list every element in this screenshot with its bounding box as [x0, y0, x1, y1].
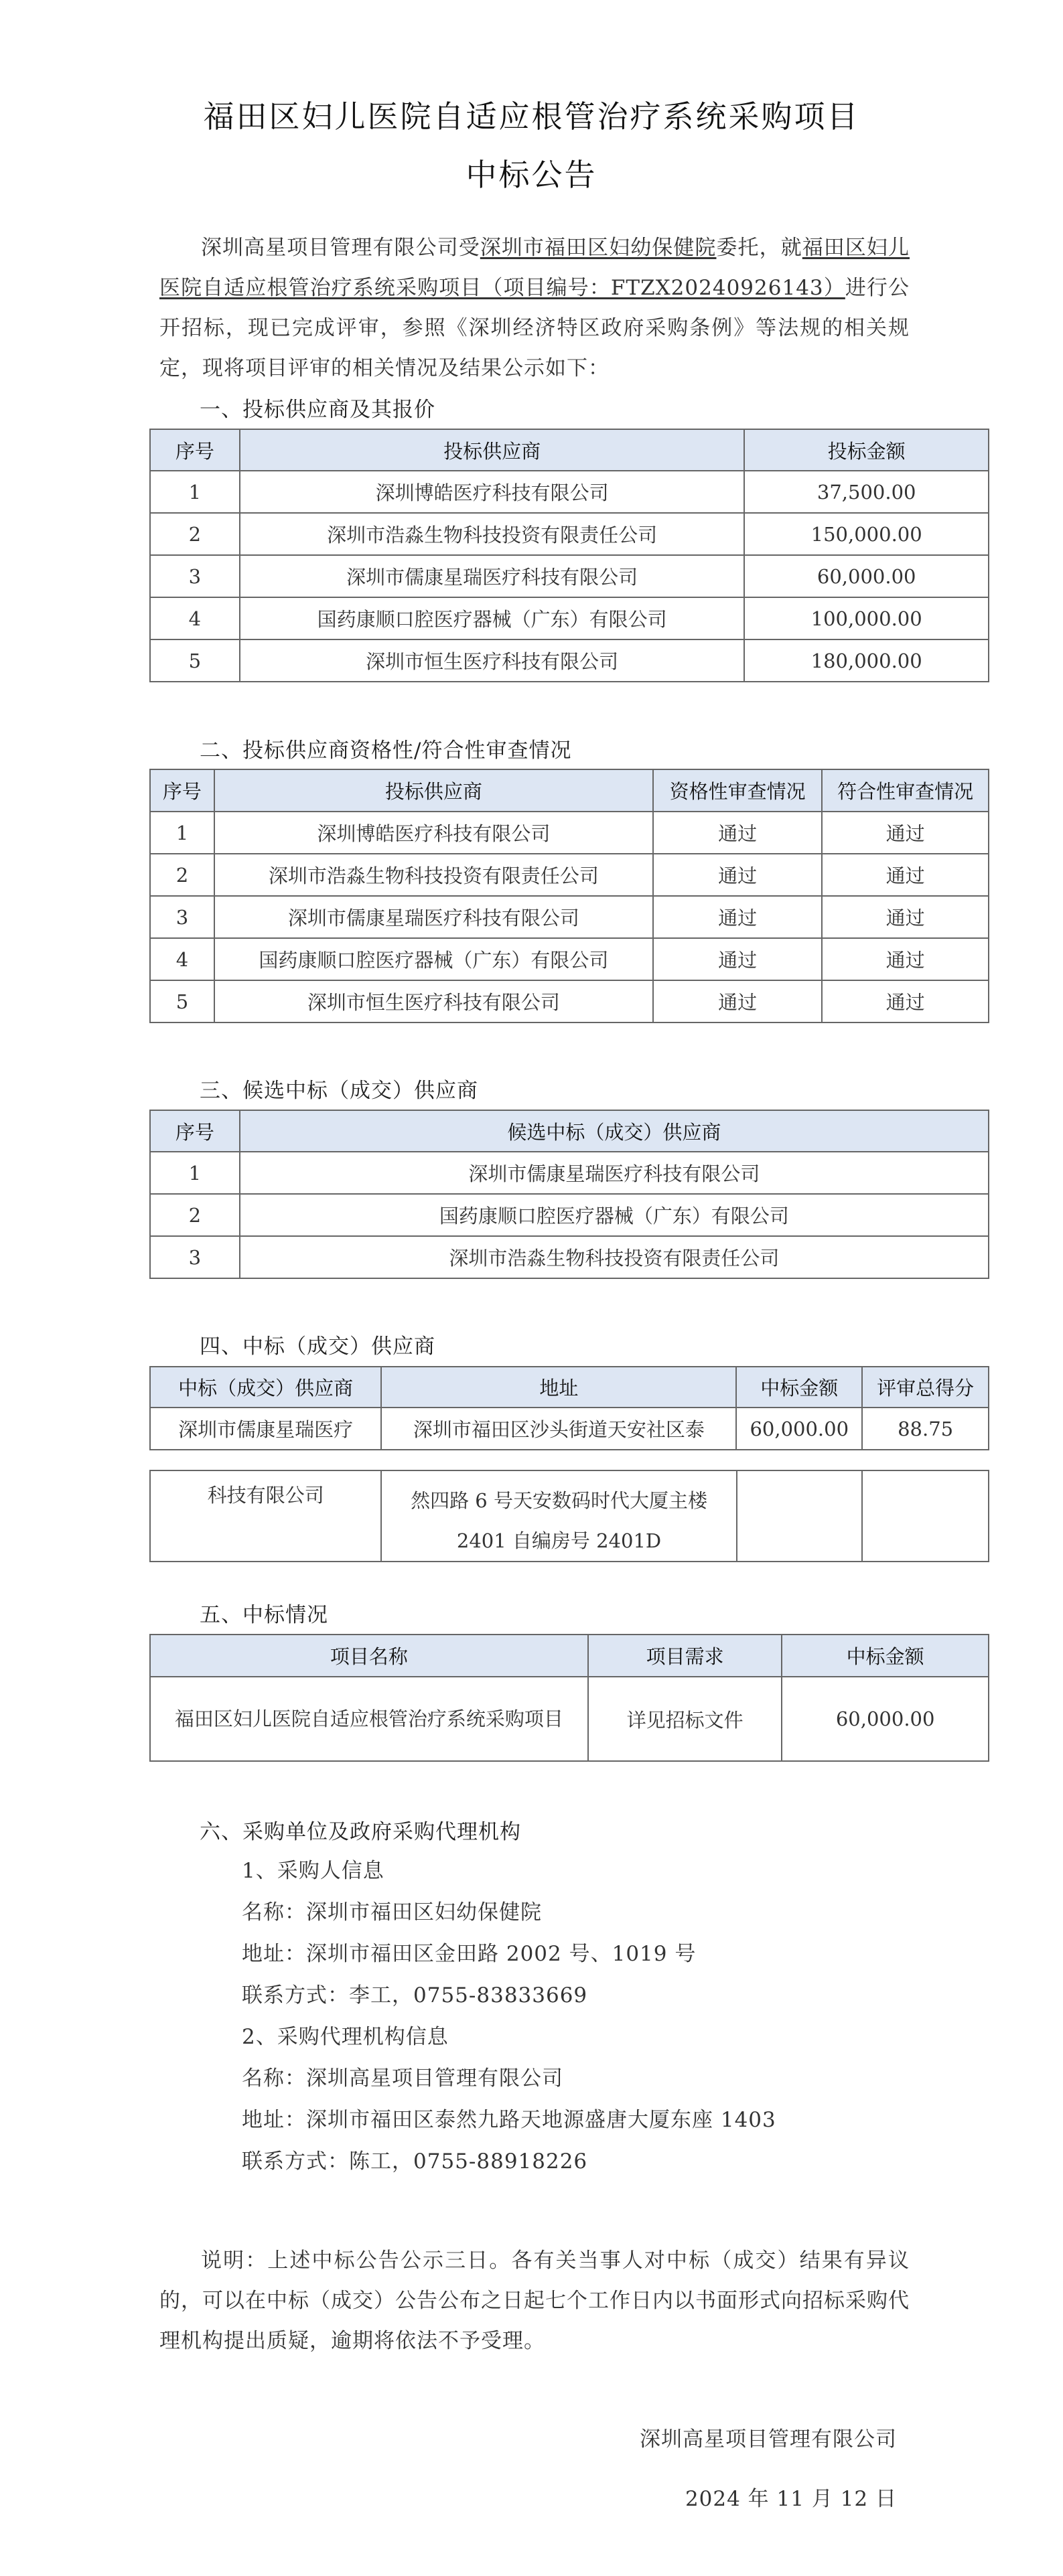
- table-cell: 180,000.00: [744, 639, 989, 682]
- table-cell: 37,500.00: [744, 471, 989, 513]
- table-row: [150, 513, 989, 555]
- column-header: 地址: [381, 1367, 736, 1408]
- table-row: [150, 471, 989, 513]
- table-row: [150, 1236, 989, 1278]
- column-header: 项目名称: [150, 1635, 588, 1677]
- table-cell: 100,000.00: [744, 597, 989, 639]
- table-cell: 深圳市恒生医疗科技有限公司: [214, 980, 653, 1022]
- table-row: [150, 896, 989, 938]
- table-cell: 通过: [822, 812, 989, 854]
- bids-table: [149, 429, 989, 682]
- purchaser-heading: 1、采购人信息: [242, 1859, 384, 1883]
- table-cell: 2: [150, 1194, 240, 1236]
- table-cell: 3: [150, 555, 240, 597]
- section2-title: 二、投标供应商资格性/符合性审查情况: [200, 739, 572, 763]
- intro-project: 福田区妇儿医院自适应根管治疗系统采购项目（项目编号：FTZX20240926143）: [159, 236, 910, 300]
- column-header: 候选中标（成交）供应商: [240, 1110, 989, 1152]
- table-cell: 60,000.00: [782, 1677, 989, 1761]
- column-header: 资格性审查情况: [653, 769, 823, 812]
- column-header: 评审总得分: [862, 1367, 989, 1408]
- table-row: [150, 938, 989, 980]
- table-cell: 国药康顺口腔医疗器械（广东）有限公司: [240, 1194, 989, 1236]
- table-cell: 福田区妇儿医院自适应根管治疗系统采购项目: [150, 1677, 588, 1761]
- table-cell: 60,000.00: [744, 555, 989, 597]
- table-row: [150, 639, 989, 682]
- table-cell: 1: [150, 471, 240, 513]
- column-header: 中标（成交）供应商: [150, 1367, 381, 1408]
- table-row: [150, 1470, 989, 1562]
- table-cell: [381, 1470, 736, 1562]
- table-cell: 深圳市福田区沙头街道天安社区泰: [381, 1408, 736, 1450]
- table-cell: 通过: [653, 812, 823, 854]
- table-cell: 通过: [822, 896, 989, 938]
- table-cell: 深圳市儒康星瑞医疗: [150, 1408, 381, 1450]
- table-row: [150, 1194, 989, 1236]
- section3-title: 三、候选中标（成交）供应商: [200, 1079, 478, 1103]
- table-row: [150, 1408, 989, 1450]
- intro-text-2: 委托，就: [716, 236, 802, 260]
- table-cell: 深圳市恒生医疗科技有限公司: [240, 639, 745, 682]
- notice-note: [159, 2241, 910, 2361]
- column-header: 序号: [150, 429, 240, 471]
- table-header-row: [150, 769, 989, 812]
- column-header: 序号: [150, 1110, 240, 1152]
- section4-title: 四、中标（成交）供应商: [200, 1335, 435, 1359]
- column-header: 序号: [150, 769, 214, 812]
- purchaser-address: 地址：深圳市福田区金田路 2002 号、1019 号: [242, 1942, 697, 1966]
- section5-title: 五、中标情况: [200, 1603, 328, 1627]
- table-cell: 深圳市儒康星瑞医疗科技有限公司: [214, 896, 653, 938]
- table-header-row: [150, 429, 989, 471]
- table-row: [150, 1677, 989, 1761]
- table-cell: 深圳市浩淼生物科技投资有限责任公司: [240, 513, 745, 555]
- table-cell: 国药康顺口腔医疗器械（广东）有限公司: [240, 597, 745, 639]
- table-cell: 通过: [653, 938, 823, 980]
- agency-heading: 2、采购代理机构信息: [242, 2025, 449, 2049]
- intro-text-3: 进行公开招标，现已完成评审，参照《深圳经济特区政府采购条例》等法规的相关规定，现将项目评审的相关情况及结果公示如下：: [159, 276, 910, 380]
- table-row: [150, 854, 989, 896]
- address-line: 2401 自编房号 2401D: [456, 1529, 662, 1552]
- winner-table-part1: [149, 1366, 989, 1450]
- table-row: [150, 980, 989, 1022]
- agency-contact: 联系方式：陈工，0755-88918226: [242, 2149, 588, 2174]
- purchaser-contact: 联系方式：李工，0755-83833669: [242, 1983, 588, 2007]
- table-header-row: [150, 1110, 989, 1152]
- table-cell: 深圳市浩淼生物科技投资有限责任公司: [214, 854, 653, 896]
- document-title: 福田区妇儿医院自适应根管治疗系统采购项目: [203, 98, 860, 135]
- table-cell: 深圳市儒康星瑞医疗科技有限公司: [240, 555, 745, 597]
- table-cell: 88.75: [862, 1408, 989, 1450]
- table-cell: 4: [150, 938, 214, 980]
- table-cell: [862, 1470, 989, 1562]
- column-header: 投标供应商: [240, 429, 745, 471]
- agency-name: 名称：深圳高星项目管理有限公司: [242, 2066, 563, 2091]
- note-text: 说明：上述中标公告公示三日。各有关当事人对中标（成交）结果有异议的，可以在中标（成交）公告公布之日起七个工作日内以书面形式向招标采购代理机构提出质疑，逾期将依法不予受理。: [159, 2249, 910, 2353]
- section6-title: 六、采购单位及政府采购代理机构: [200, 1820, 521, 1844]
- winner-table-part2: [149, 1470, 989, 1562]
- document-subtitle: 中标公告: [466, 157, 597, 193]
- table-cell: 4: [150, 597, 240, 639]
- table-cell: 通过: [653, 854, 823, 896]
- table-cell: 150,000.00: [744, 513, 989, 555]
- table-cell: 3: [150, 896, 214, 938]
- column-header: 符合性审查情况: [822, 769, 989, 812]
- column-header: 项目需求: [588, 1635, 782, 1677]
- signature-company: 深圳高星项目管理有限公司: [640, 2427, 897, 2451]
- intro-paragraph: [159, 228, 910, 388]
- table-cell: 5: [150, 639, 240, 682]
- award-table: [149, 1634, 989, 1762]
- table-row: [150, 812, 989, 854]
- table-header-row: [150, 1635, 989, 1677]
- table-cell: 通过: [653, 896, 823, 938]
- table-cell: 深圳博皓医疗科技有限公司: [214, 812, 653, 854]
- table-cell: 详见招标文件: [588, 1677, 782, 1761]
- table-cell: 通过: [822, 980, 989, 1022]
- intro-text-1: 深圳高星项目管理有限公司受: [201, 236, 480, 260]
- table-cell: 通过: [653, 980, 823, 1022]
- table-cell: 通过: [822, 938, 989, 980]
- review-table: [149, 769, 989, 1023]
- table-cell: 科技有限公司: [150, 1470, 381, 1562]
- table-row: [150, 597, 989, 639]
- table-row: [150, 555, 989, 597]
- intro-client: 深圳市福田区妇幼保健院: [480, 236, 717, 260]
- column-header: 投标金额: [744, 429, 989, 471]
- table-cell: 2: [150, 513, 240, 555]
- address-line: 然四路 6 号天安数码时代大厦主楼: [411, 1489, 707, 1512]
- column-header: 中标金额: [782, 1635, 989, 1677]
- table-cell: 深圳市儒康星瑞医疗科技有限公司: [240, 1152, 989, 1194]
- table-cell: 1: [150, 812, 214, 854]
- column-header: 投标供应商: [214, 769, 653, 812]
- table-header-row: [150, 1367, 989, 1408]
- purchaser-name: 名称：深圳市福田区妇幼保健院: [242, 1900, 542, 1924]
- table-cell: [737, 1470, 863, 1562]
- table-cell: 60,000.00: [736, 1408, 862, 1450]
- agency-address: 地址：深圳市福田区泰然九路天地源盛唐大厦东座 1403: [242, 2108, 776, 2132]
- table-cell: 3: [150, 1236, 240, 1278]
- table-cell: 通过: [822, 854, 989, 896]
- table-cell: 国药康顺口腔医疗器械（广东）有限公司: [214, 938, 653, 980]
- signature-date: 2024 年 11 月 12 日: [685, 2487, 897, 2511]
- table-cell: 5: [150, 980, 214, 1022]
- table-cell: 深圳博皓医疗科技有限公司: [240, 471, 745, 513]
- table-cell: 深圳市浩淼生物科技投资有限责任公司: [240, 1236, 989, 1278]
- candidates-table: [149, 1110, 989, 1279]
- section1-title: 一、投标供应商及其报价: [200, 398, 435, 422]
- table-cell: 2: [150, 854, 214, 896]
- column-header: 中标金额: [736, 1367, 862, 1408]
- table-row: [150, 1152, 989, 1194]
- table-cell: 1: [150, 1152, 240, 1194]
